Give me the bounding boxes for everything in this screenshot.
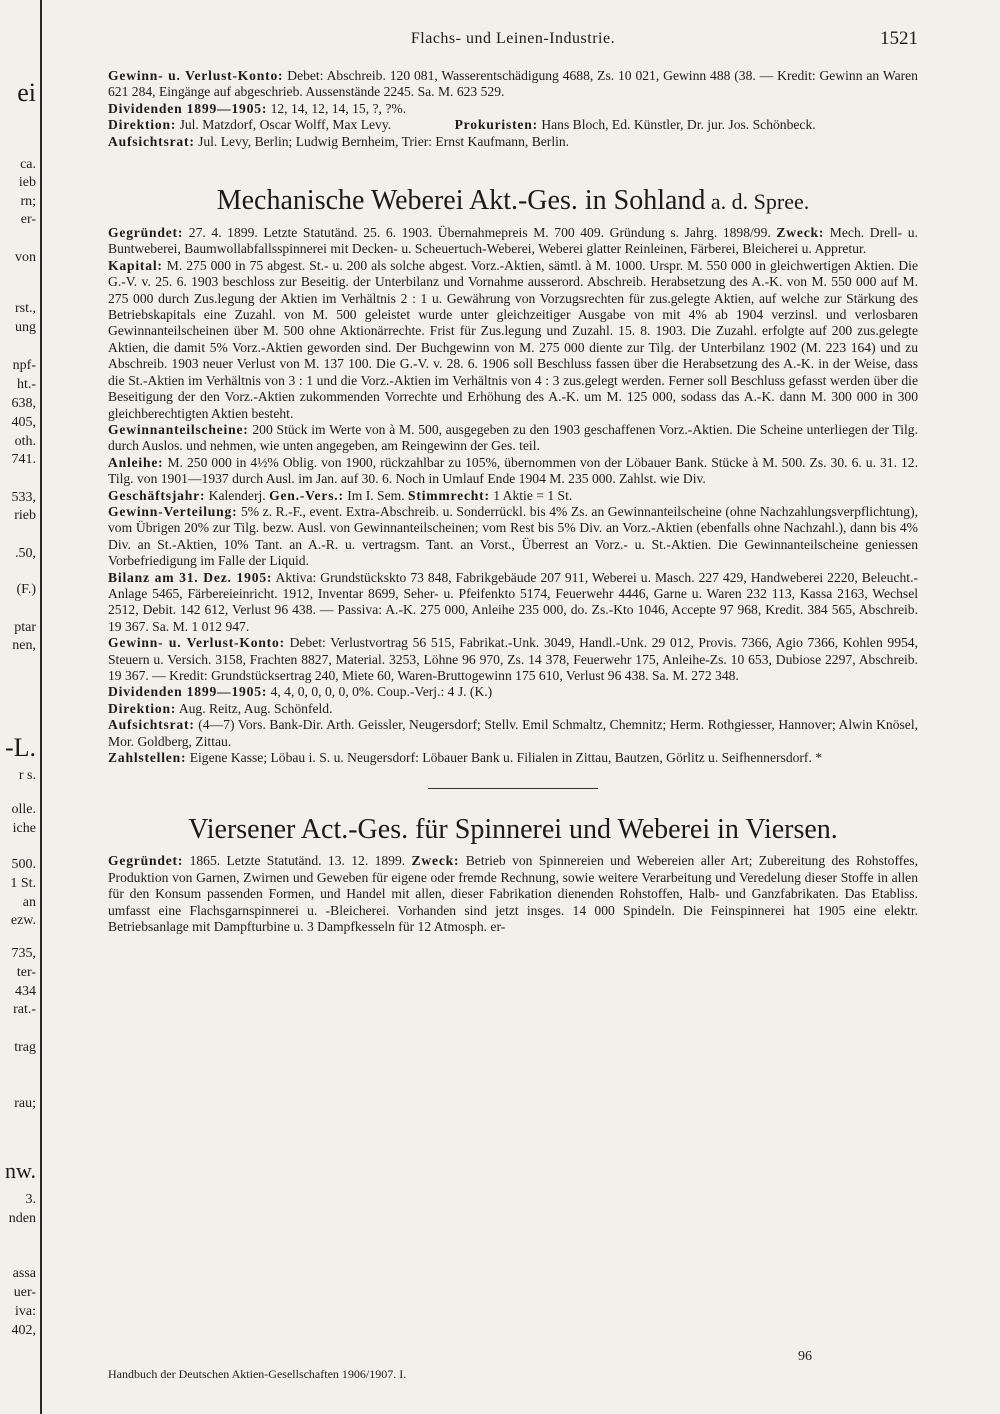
text: (4—7) Vors. Bank-Dir. Arth. Geissler, Neugersdorf; Stellv. Emil Schmaltz, Chemnitz; Herm. Rothgiesser, Hannover; Alwin Knösel, Mor. Goldberg, Zittau. (108, 717, 918, 749)
margin-fragment: 405, (11, 415, 36, 430)
paragraph-dividenden (108, 684, 918, 700)
margin-fragment: uer- (13, 1285, 36, 1300)
margin-fragment: ter- (16, 965, 36, 980)
running-title: Flachs- und Leinen-Industrie. (410, 30, 616, 47)
text: Eigene Kasse; Löbau i. S. u. Neugersdorf: Löbauer Bank u. Filialen in Zittau, Bautzen, Görlitz u. Seifhennersdorf. * (186, 750, 823, 766)
label: Zweck: (411, 853, 460, 869)
section-divider (428, 788, 598, 789)
margin-fragment: ezw. (10, 913, 36, 928)
margin-fragment: r s. (18, 768, 36, 783)
margin-fragment: rst., (15, 301, 36, 316)
margin-fragment: rn; (20, 194, 36, 209)
margin-fragment: ei (17, 78, 36, 107)
margin-fragment: von (15, 250, 36, 265)
margin-fragment: ieb (18, 175, 36, 190)
margin-fragment: 402, (11, 1323, 36, 1338)
margin-fragment: 3. (25, 1192, 36, 1207)
footer-text: Handbuch der Deutschen Aktien-Gesellschaften 1906/1907. I. (108, 1367, 407, 1381)
label: Gegründet: (108, 225, 184, 241)
text: Aug. Reitz, Aug. Schönfeld. (176, 700, 333, 716)
label: Direktion: (108, 700, 177, 716)
paragraph-gewinn-verteilung (108, 504, 918, 570)
margin-fragment: 741. (11, 452, 36, 467)
paragraph-dividenden (108, 101, 918, 117)
label: Dividenden 1899—1905: (108, 100, 268, 116)
text: Mech. Drell- u. Buntweberei, Baumwollabfallsspinnerei mit Decken- u. Scheuertuch-Weberei, Weberei glatter Reinleinen, Färberei, Bleicherei u. Appretur. (108, 225, 918, 257)
paragraph-gewinn-verlust (108, 635, 918, 684)
margin-fragment: iche (12, 821, 36, 836)
paragraph-aufsichtsrat (108, 717, 918, 750)
company-name: Mechanische Weberei Akt.-Ges. in Sohland (216, 185, 706, 217)
margin-fragment: nw. (5, 1158, 36, 1183)
text: Aktiva: Grundstückskto 73 848, Fabrikgebäude 207 911, Weberei u. Masch. 227 429, Handweberei 2220, Beleucht.-Anlage 5465, Färbereieinricht. 1912, Inventar 8699, Seher- u. Pfeifenkto 5174, Feuerwehr 4446, Garne u. Waren 232 113, Kassa 2163, Wechsel 2512, Debit. 142 612, Verlust 96 438. — Passiva: A.-K. 275 000, Anleihe 235 000, do. Zs.-Kto 1046, Accepte 97 968, Kredit. 384 565, Abschreib. 19 367. Sa. M. 1 012 947. (108, 569, 918, 634)
margin-fragment: -L. (4, 733, 36, 762)
margin-fragment: rieb (14, 508, 36, 523)
paragraph-zahlstellen (108, 750, 918, 766)
margin-fragment: nden (8, 1211, 36, 1226)
margin-fragment: ptar (14, 620, 36, 635)
label: Bilanz am 31. Dez. 1905: (108, 569, 273, 585)
company-title (108, 813, 918, 847)
company-name: Viersener Act.-Ges. für Spinnerei und Weberei in Viersen. (188, 814, 838, 846)
margin-fragment: trag (14, 1040, 36, 1055)
margin-fragment: assa (12, 1266, 36, 1281)
margin-fragment: oth. (14, 434, 36, 449)
label: Stimmrecht: (408, 487, 490, 503)
paragraph-direktion (108, 117, 918, 133)
company-title (108, 184, 918, 219)
text: Hans Bloch, Ed. Künstler, Dr. jur. Jos. Schönbeck. (537, 117, 816, 133)
paragraph-gewinn-verlust (108, 68, 918, 101)
paragraph-anleihe (108, 455, 918, 488)
top-entry-continuation (108, 68, 918, 150)
label: Kapital: (108, 257, 163, 273)
paragraph-aufsichtsrat (108, 134, 918, 150)
entry-sohland (108, 184, 918, 766)
margin-fragment: 434 (15, 984, 36, 999)
margin-fragment: 500. (11, 857, 36, 872)
margin-fragment: 1 St. (10, 876, 36, 891)
text: Betrieb von Spinnereien und Webereien aller Art; Zubereitung des Rohstoffes, Produktion von Garnen, Zwirnen und Geweben für eigene oder fremde Rechnung, sowie weitere Verarbeitung und Veredelung dieser Stoffe in allen für den Konsum passenden Formen, und Handel mit allen, dieser Fabrikation dienenden Rohstoffen, Halb- und Ganzfabrikaten. Das Etabliss. umfasst eine Flachsgarnspinnerei u. -Bleicherei. Vorhanden sind jetzt insges. 14 000 Spindeln. Die Feinspinnerei hat 1905 eine elektr. Betriebsanlage mit Dampfturbine u. 3 Dampfkesseln für 12 Atmosph. er- (108, 853, 918, 935)
label: Direktion: (108, 117, 177, 133)
label: Dividenden 1899—1905: (108, 684, 268, 700)
label: Gegründet: (108, 853, 184, 869)
text: 1 Aktie = 1 St. (489, 487, 573, 503)
margin-fragment: 638, (11, 396, 36, 411)
paragraph-direktion (108, 701, 918, 717)
label: Aufsichtsrat: (108, 717, 195, 733)
paragraph-geschaeftsjahr (108, 488, 918, 504)
margin-fragment: olle. (11, 802, 36, 817)
paragraph-kapital (108, 258, 918, 422)
margin-fragment: nen, (12, 638, 36, 653)
margin-fragment: 533, (11, 490, 36, 505)
margin-fragment: rau; (14, 1096, 36, 1111)
running-head (108, 30, 918, 58)
text: Im I. Sem. (343, 487, 405, 503)
margin-fragment: iva: (15, 1304, 36, 1319)
label: Gewinnanteilscheine: (108, 421, 249, 437)
text: Jul. Matzdorf, Oscar Wolff, Max Levy. (176, 117, 392, 133)
margin-fragment: .50, (15, 546, 36, 561)
paragraph-gewinnanteilscheine (108, 422, 918, 455)
text: 1865. Letzte Statutänd. 13. 12. 1899. (183, 853, 406, 869)
label: Gewinn-Verteilung: (108, 503, 238, 519)
text: Debet: Verlustvortrag 56 515, Fabrikat.-Unk. 3049, Handl.-Unk. 29 012, Provis. 7366, Agio 7366, Kohlen 9954, Steuern u. Versich. 3158, Frachten 8827, Material. 3253, Löhne 96 970, Zs. 14 378, Feuerwehr 175, Anleihe-Zs. 10 653, Dubiose 2297, Abschreib. 19 367. — Kredit: Grundstücksertrag 240, Miete 60, Waren-Bruttogewinn 175 610, Verlust 96 438. Sa. M. 272 348. (108, 635, 918, 683)
margin-fragment: er- (20, 212, 36, 227)
text: 4, 4, 0, 0, 0, 0, 0%. Coup.-Verj.: 4 J. (K.) (267, 684, 493, 700)
margin-fragment: (F.) (16, 582, 36, 597)
label: Anleihe: (108, 454, 164, 470)
paragraph-gegruendet (108, 225, 918, 258)
label: Geschäftsjahr: (108, 487, 206, 503)
text: 5% z. R.-F., event. Extra-Abschreib. u. Sonderrückl. bis 4% Zs. an Gewinnanteilscheine (ohne Nachzahlungsverpflichtung), vom Übrigen 20% zur Tilg. bezw. Ausl. von Gewinnanteilscheinen; vom Rest bis 5% Div. an Vorz.-Aktien (ebenfalls ohne Nachzahl.), dann bis 4% Div. an St.-Aktien, 10% Tant. an A.-R. u. vertragsm. Tant. an Vorst., Überrest an Vorz.- u. St.-Aktien. Die Gewinnanteilscheine geniessen Vorbefriedigung im Falle der Liquid. (108, 503, 918, 569)
label: Aufsichtsrat: (108, 133, 195, 149)
margin-fragment: ung (15, 320, 36, 335)
margin-fragment: 735, (11, 946, 36, 961)
paragraph-bilanz (108, 570, 918, 636)
margin-fragment: ca. (20, 157, 36, 172)
label: Prokuristen: (454, 117, 538, 133)
text: 200 Stück im Werte von à M. 500, ausgegeben zu den 1903 geschaffenen Vorz.-Aktien. Die Scheine unterliegen der Tilg. durch Auslos. und nehmen, wie unten angegeben, am Reingewinn der Ges. teil. (108, 421, 918, 454)
company-location: a. d. Spree. (705, 189, 810, 215)
text: M. 250 000 in 4½% Oblig. von 1900, rückzahlbar zu 105%, übernommen von der Löbauer Bank. Stücke à M. 500. Zs. 30. 6. u. 31. 12. Tilg. von 1901—1937 durch Ausl. im Jan. auf 30. 6. Noch in Umlauf Ende 1904 M. 235 000. Zahlst. wie Div. (108, 454, 918, 487)
entry-viersen (108, 813, 918, 935)
label: Zahlstellen: (108, 750, 187, 766)
page-footer (108, 1349, 918, 1382)
text: Kalenderj. (205, 487, 266, 503)
margin-fragment: npf- (12, 358, 36, 373)
label: Gen.-Vers.: (269, 487, 344, 503)
margin-fragment: rat.- (13, 1002, 36, 1017)
margin-fragment: ht.- (16, 377, 36, 392)
paragraph-gegruendet (108, 853, 918, 935)
label: Gewinn- u. Verlust-Konto: (108, 635, 285, 651)
text: Jul. Levy, Berlin; Ludwig Bernheim, Trier: Ernst Kaufmann, Berlin. (194, 133, 570, 149)
left-margin-fragments (0, 0, 42, 1414)
text: M. 275 000 in 75 abgest. St.- u. 200 als solche abgest. Vorz.-Aktien, sämtl. à M. 1000. Urspr. M. 550 000 in gleichwertigen Aktien. Die G.-V. v. 25. 6. 1903 beschloss zur Beseitig. der Unterbilanz und Vornahme ausserord. Abschreib. Herabsetzung des A.-K. von M. 550 000 auf M. 275 000 durch Zus.legung der Aktien im Verhältnis 2 : 1 u. Gewährung von Vorzugsrechten für zus.gelegte Aktien, auf welche zur Stärkung des Betriebskapitals eine Zuzahl. von M. 500 geleistet wurde unter gleichzeitiger Ausgabe von mit 4% ab 1904 verzinsl. und verlosbaren Gewinnanteilscheinen über M. 500 ohne Aktionärrechte. Frist für Zus.legung und Zuzahl. 15. 8. 1903. Die Zuzahl. erfolgte auf 200 zus.gelegte Aktien, die damit 5% Vorz.-Aktien geworden sind. Der Buchgewinn von M. 275 000 diente zur Tilg. der Unterbilanz 1902 (M. 223 164) und zu Abschreib. 1903 neuer Verlust von M. 137 100. Die G.-V. v. 28. 6. 1906 soll Beschluss fassen über die Herabsetzung des A.-K. in der Weise, dass die St.-Aktien im Verhältnis von 3 : 1 und die Vorz.-Aktien im Verhältnis von 4 : 3 zus.gelegt werden. Ferner soll Beschluss gefasst werden über die Beseitigung der den Vorz.-Aktien zukommenden Vorrechte und Erhöhung des A.-K. um M. 125 000, sodass das A.-K. dann M. 300 000 in 300 gleichberechtigten Aktien besteht. (108, 257, 918, 421)
label: Gewinn- u. Verlust-Konto: (108, 68, 284, 83)
text: 27. 4. 1899. Letzte Statutänd. 25. 6. 1903. Übernahmepreis M. 700 409. Gründung s. Jahrg. 1898/99. (183, 225, 771, 241)
label: Zweck: (776, 225, 825, 241)
text: Debet: Abschreib. 120 081, Wasserentschädigung 4688, Zs. 10 021, Gewinn 488 (38. — Kredit: Gewinn an Waren 621 284, Eingänge auf abgeschrieb. Aussenstände 2245. Sa. M. 623 529. (108, 68, 918, 100)
page (108, 30, 918, 1390)
page-number: 1521 (880, 28, 918, 49)
margin-fragment: an (22, 895, 36, 910)
signature-mark: 96 (798, 1349, 812, 1364)
text: 12, 14, 12, 14, 15, ?, ?%. (267, 100, 407, 116)
